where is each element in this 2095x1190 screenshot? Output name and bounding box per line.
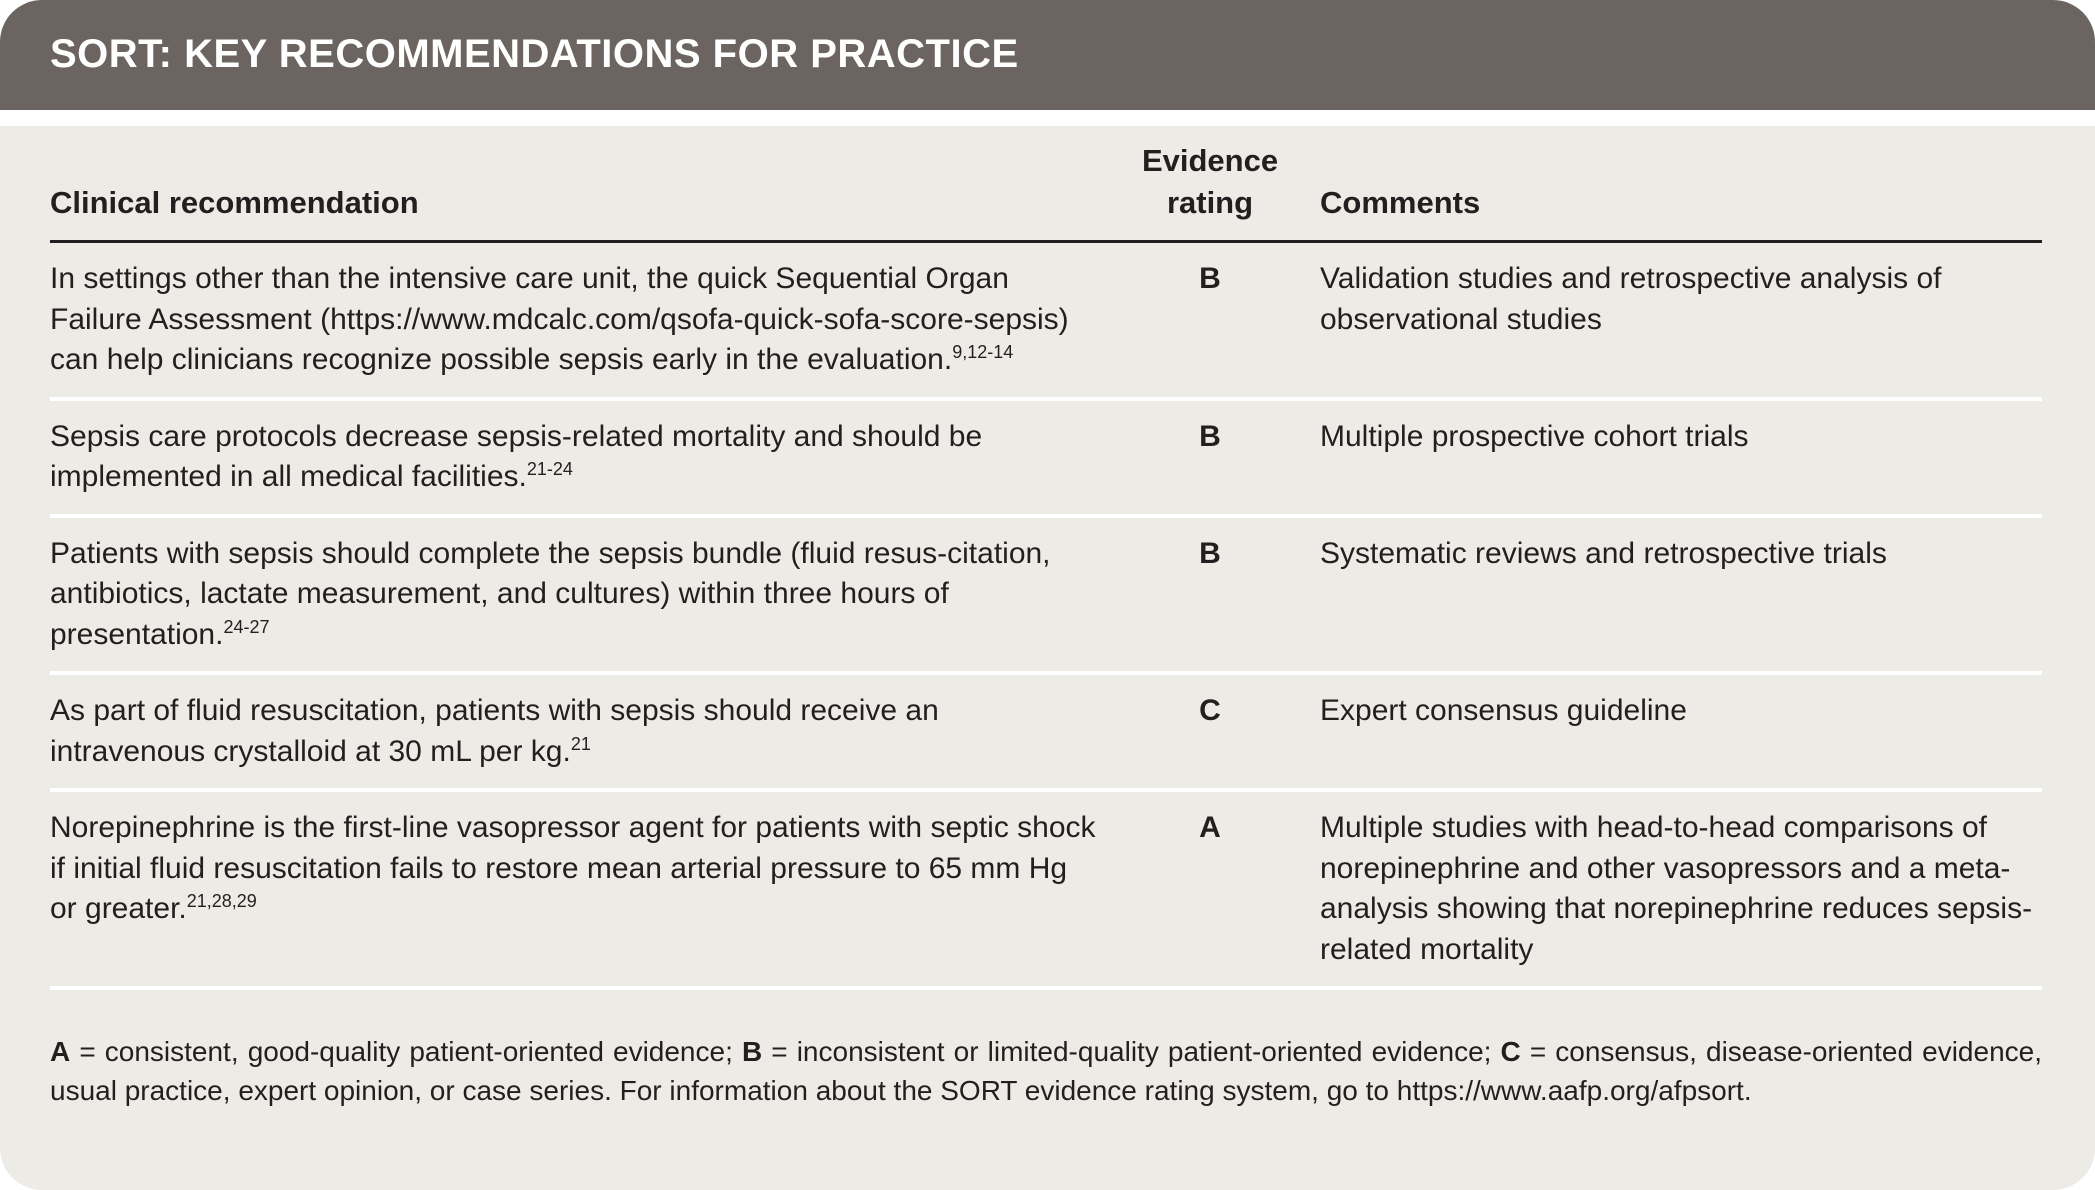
recommendation-text: As part of fluid resuscitation, patients with sepsis should receive an intravenous crystalloid at 30 mL per kg. (50, 694, 939, 768)
reference-superscript: 9,12-14 (952, 342, 1014, 362)
recommendation-text: In settings other than the intensive care unit, the quick Sequential Organ Failure Assessment (https://www.mdcalc.com/qsofa-quick-sofa-score-sepsis) can help clinicians recognize possible sepsis early in the evaluation. (50, 262, 1069, 376)
evidence-header-line1: Evidence (1141, 143, 1279, 178)
recommendation-text: Sepsis care protocols decrease sepsis-related mortality and should be implemented in all medical facilities. (50, 419, 983, 493)
comments-cell: Multiple studies with head-to-head comparisons of norepinephrine and other vasopressors and a meta-analysis showing that norepinephrine reduces sepsis-related mortality (1300, 790, 2042, 988)
reference-superscript: 21-24 (526, 459, 573, 479)
footnote-text-c: = consensus, disease-oriented evidence, usual practice, expert opinion, or case series. For information about the SORT evidence rating system, go to https://www.aafp.org/afpsort. (50, 1036, 2042, 1106)
recommendation-cell (50, 399, 1120, 516)
comments-cell: Multiple prospective cohort trials (1300, 399, 2042, 516)
evidence-rating-cell: B (1120, 399, 1300, 516)
footnote-key-a: A (50, 1036, 71, 1067)
table-header-row (50, 140, 2042, 242)
recommendation-cell (50, 790, 1120, 988)
column-header-recommendation: Clinical recommendation (50, 140, 1120, 242)
table-row (50, 242, 2042, 399)
reference-superscript: 21,28,29 (186, 891, 257, 911)
recommendation-cell (50, 673, 1120, 790)
comments-cell: Systematic reviews and retrospective trials (1300, 516, 2042, 674)
footnote-text-a: = consistent, good-quality patient-oriented evidence; (70, 1036, 742, 1067)
table-panel (0, 126, 2095, 1190)
evidence-rating-cell: B (1120, 242, 1300, 399)
header-bar (0, 0, 2095, 110)
evidence-header-line2: rating (1166, 185, 1254, 220)
table-row (50, 399, 2042, 516)
table-row (50, 516, 2042, 674)
footnote-key-c: C (1500, 1036, 1521, 1067)
evidence-rating-cell: C (1120, 673, 1300, 790)
footnote-key-b: B (741, 1036, 763, 1067)
comments-cell: Validation studies and retrospective analysis of observational studies (1300, 242, 2042, 399)
reference-superscript: 24-27 (223, 616, 270, 637)
evidence-rating-cell: B (1120, 516, 1300, 674)
recommendation-text: Patients with sepsis should complete the sepsis bundle (fluid resus-citation, antibiotics, lactate measurement, and cultures) within three hours of presentation. (50, 536, 1051, 651)
footnote-text-b: = inconsistent or limited-quality patient-oriented evidence; (762, 1036, 1501, 1067)
column-header-comments: Comments (1300, 140, 2042, 242)
page-title: SORT: KEY RECOMMENDATIONS FOR PRACTICE (50, 32, 1019, 76)
recommendation-cell (50, 516, 1120, 674)
table-row (50, 790, 2042, 988)
reference-superscript: 21 (570, 733, 591, 754)
table-row (50, 673, 2042, 790)
footnote (50, 1032, 2042, 1110)
recommendation-cell (50, 242, 1120, 399)
recommendation-text: Norepinephrine is the first-line vasopressor agent for patients with septic shock if initial fluid resuscitation fails to restore mean arterial pressure to 65 mm Hg or greater. (50, 811, 1096, 925)
evidence-rating-cell: A (1120, 790, 1300, 988)
recommendations-table (50, 140, 2042, 990)
comments-cell: Expert consensus guideline (1300, 673, 2042, 790)
column-header-evidence (1120, 140, 1300, 242)
